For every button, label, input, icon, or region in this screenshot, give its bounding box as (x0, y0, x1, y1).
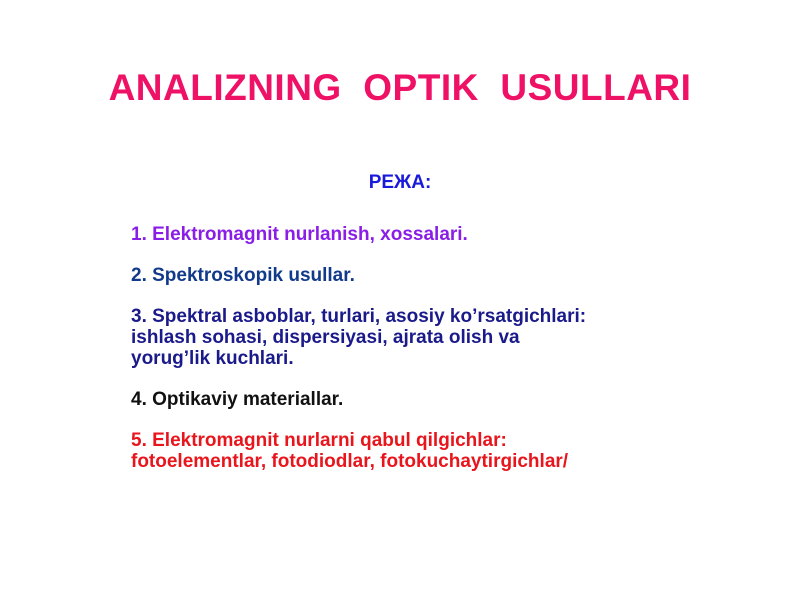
plan-list (131, 224, 751, 492)
plan-item-2 (131, 265, 751, 286)
plan-item-line: 1. Elektromagnit nurlanish, xossalari. (131, 224, 468, 245)
plan-item-3 (131, 306, 751, 369)
plan-item-line: 2. Spektroskopik usullar. (131, 265, 355, 286)
plan-item-line: ishlash sohasi, dispersiyasi, ajrata olish va (131, 327, 520, 348)
slide-title: ANALIZNING OPTIK USULLARI (108, 67, 692, 108)
plan-item-line: fotoelementlar, fotodiodlar, fotokuchaytirgichlar/ (131, 451, 569, 472)
slide-subtitle: РЕЖА: (368, 172, 432, 193)
plan-item-5 (131, 430, 751, 472)
plan-item-line: yorug’lik kuchlari. (131, 348, 294, 369)
plan-item-1 (131, 224, 751, 245)
plan-item-line: 4. Optikaviy materiallar. (131, 389, 344, 410)
plan-item-line: 3. Spektral asboblar, turlari, asosiy ko’rsatgichlari: (131, 306, 587, 327)
plan-item-4 (131, 389, 751, 410)
plan-item-line: 5. Elektromagnit nurlarni qabul qilgichlar: (131, 430, 507, 451)
